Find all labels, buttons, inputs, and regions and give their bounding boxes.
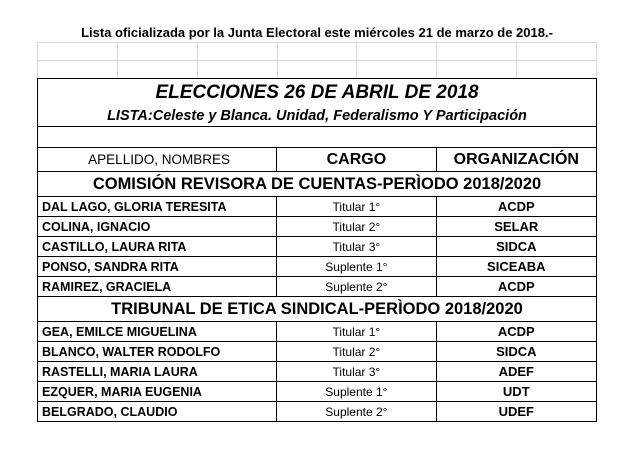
candidate-role[interactable]: Suplente 2° xyxy=(277,277,436,296)
header-org[interactable]: ORGANIZACIÓN xyxy=(453,150,579,168)
section-title[interactable]: TRIBUNAL DE ETICA SINDICAL-PERÌODO 2018/2020 xyxy=(37,297,597,322)
table-row xyxy=(37,362,597,382)
candidate-org[interactable]: SIDCA xyxy=(496,344,537,359)
candidate-org[interactable]: SICEABA xyxy=(487,259,546,274)
spreadsheet xyxy=(37,22,597,422)
candidate-org[interactable]: UDT xyxy=(502,384,530,399)
table-row xyxy=(37,257,597,277)
candidate-role[interactable]: Titular 3° xyxy=(277,362,436,381)
table-row xyxy=(37,217,597,237)
candidate-role[interactable]: Titular 3° xyxy=(277,237,436,256)
table-row xyxy=(37,237,597,257)
candidate-name[interactable]: COLINA, IGNACIO xyxy=(38,217,277,236)
table-row xyxy=(37,402,597,422)
candidate-role[interactable]: Suplente 1° xyxy=(277,257,436,276)
table-row xyxy=(37,342,597,362)
candidate-name[interactable]: BLANCO, WALTER RODOLFO xyxy=(38,342,277,361)
column-header-row xyxy=(37,148,597,172)
candidate-role[interactable]: Titular 1° xyxy=(277,197,436,216)
candidate-org[interactable]: ACDP xyxy=(497,324,535,339)
table-row xyxy=(37,197,597,217)
candidate-name[interactable]: EZQUER, MARIA EUGENIA xyxy=(38,382,277,401)
candidate-name[interactable]: BELGRADO, CLAUDIO xyxy=(38,402,277,421)
candidate-role[interactable]: Titular 2° xyxy=(277,217,436,236)
candidate-org[interactable]: ADEF xyxy=(498,364,534,379)
candidate-org[interactable]: UDEF xyxy=(498,404,534,419)
candidate-name[interactable]: PONSO, SANDRA RITA xyxy=(38,257,277,276)
candidate-org[interactable]: ACDP xyxy=(497,199,535,214)
table-row xyxy=(37,277,597,297)
empty-grid-row[interactable] xyxy=(37,60,597,78)
candidate-role[interactable]: Titular 2° xyxy=(277,342,436,361)
candidate-org[interactable]: SIDCA xyxy=(496,239,537,254)
candidate-org[interactable]: SELAR xyxy=(494,219,539,234)
candidate-role[interactable]: Suplente 2° xyxy=(277,402,436,421)
candidate-role[interactable]: Suplente 1° xyxy=(277,382,436,401)
candidate-name[interactable]: GEA, EMILCE MIGUELINA xyxy=(38,322,277,341)
empty-grid-row[interactable] xyxy=(37,42,597,60)
candidate-name[interactable]: RAMIREZ, GRACIELA xyxy=(38,277,277,296)
table-row xyxy=(37,322,597,342)
candidate-name[interactable]: CASTILLO, LAURA RITA xyxy=(38,237,277,256)
election-title[interactable]: ELECCIONES 26 DE ABRIL DE 2018 xyxy=(37,78,597,106)
header-role[interactable]: CARGO xyxy=(277,148,436,171)
candidate-role[interactable]: Titular 1° xyxy=(277,322,436,341)
blank-row[interactable] xyxy=(37,126,597,148)
table-row xyxy=(37,382,597,402)
section-title[interactable]: COMISIÓN REVISORA DE CUENTAS-PERÌODO 2018/2020 xyxy=(37,172,597,197)
candidate-name[interactable]: DAL LAGO, GLORIA TERESITA xyxy=(38,197,277,216)
candidate-name[interactable]: RASTELLI, MARIA LAURA xyxy=(38,362,277,381)
list-subtitle[interactable]: LISTA:Celeste y Blanca. Unidad, Federalismo Y Participación xyxy=(37,106,597,126)
candidate-org[interactable]: ACDP xyxy=(497,279,535,294)
header-name[interactable]: APELLIDO, NOMBRES xyxy=(38,148,277,171)
official-note[interactable]: Lista oficializada por la Junta Electoral este miércoles 21 de marzo de 2018.- xyxy=(81,24,553,40)
